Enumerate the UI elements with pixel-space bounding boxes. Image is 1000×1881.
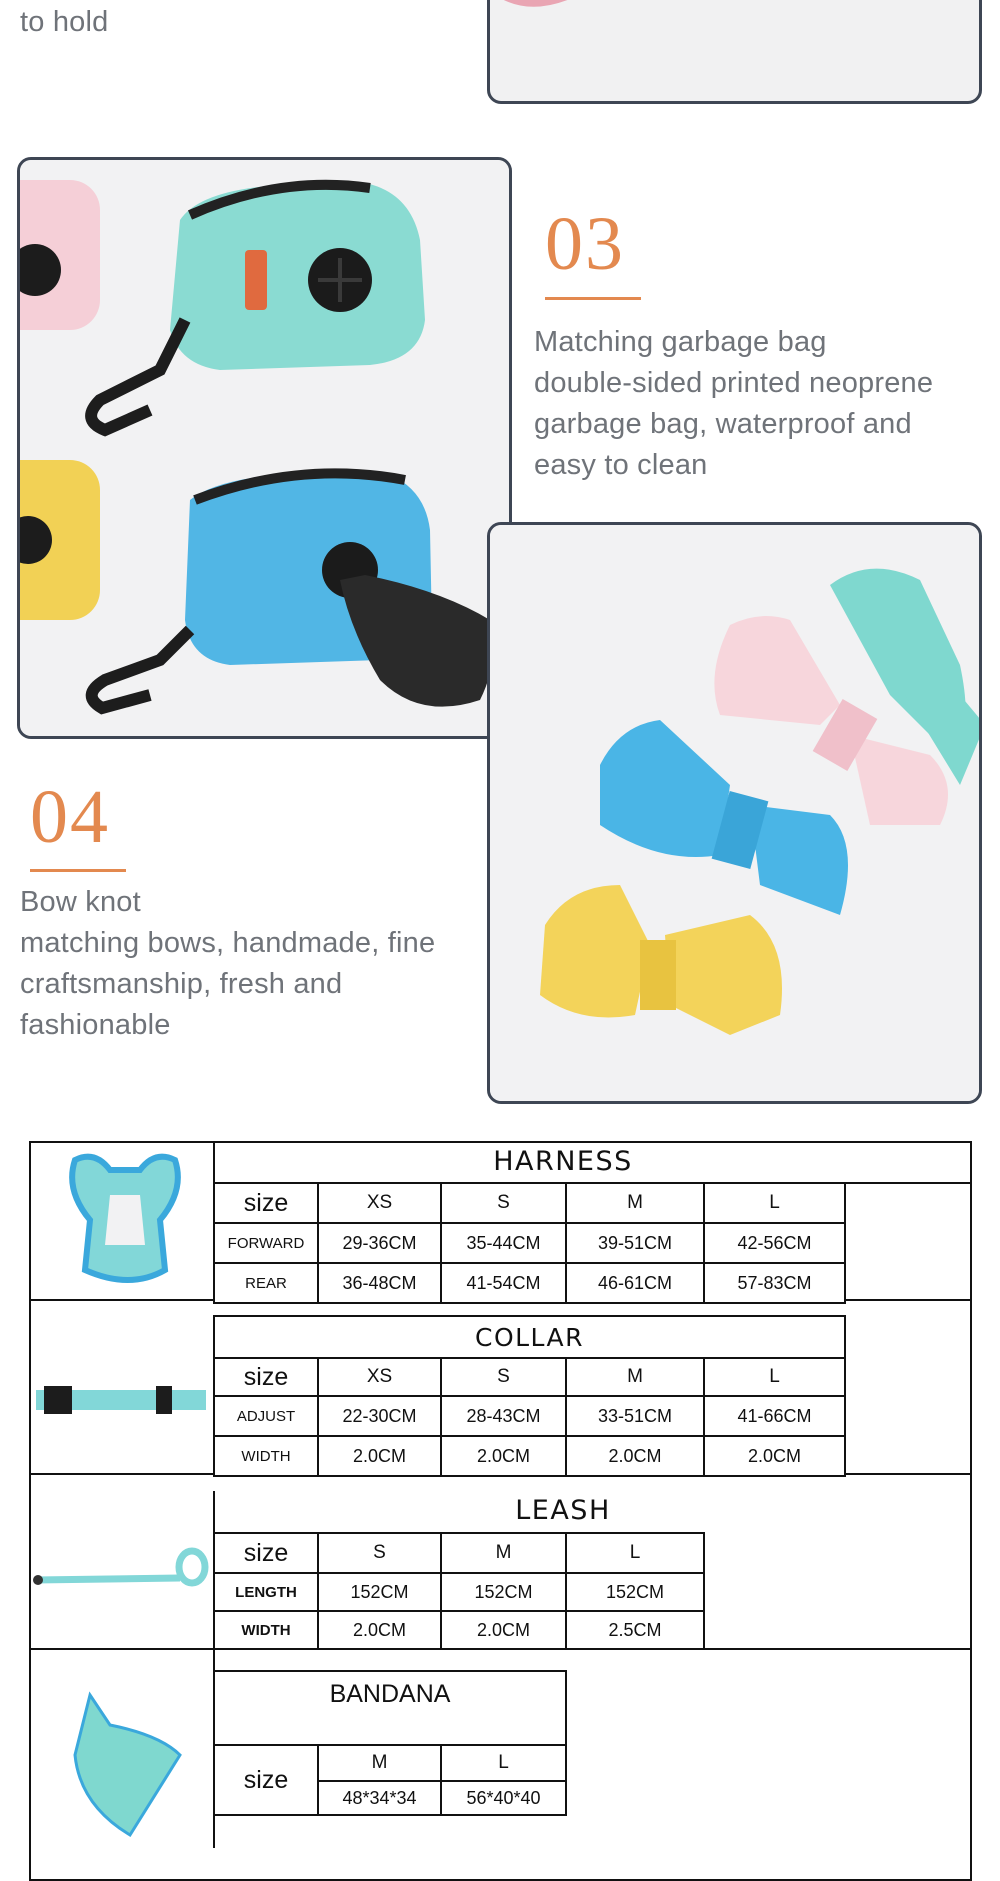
leash-header-l: L <box>566 1533 704 1573</box>
leash-table <box>213 1532 705 1650</box>
leash-header-s: S <box>318 1533 441 1573</box>
collar-header-m: M <box>566 1358 704 1396</box>
bandana-size-label: size <box>214 1745 318 1815</box>
feature-04-line: fashionable <box>20 1009 171 1041</box>
feature-03-line: garbage bag, waterproof and <box>534 408 912 440</box>
table-row <box>214 1745 566 1781</box>
leash-cell: 2.0CM <box>318 1611 441 1649</box>
harness-cell: 57-83CM <box>704 1263 845 1303</box>
collar-cell: 33-51CM <box>566 1396 704 1436</box>
feature-03-description <box>534 322 994 486</box>
collar-cell: 28-43CM <box>441 1396 566 1436</box>
harness-title-box <box>213 1141 972 1184</box>
harness-cell: 46-61CM <box>566 1263 704 1303</box>
bandana-header-l: L <box>441 1745 566 1781</box>
collar-header-s: S <box>441 1358 566 1396</box>
feature-04-description <box>20 882 490 1046</box>
bandana-title: BANDANA <box>214 1671 566 1745</box>
collar-header-size: size <box>214 1358 318 1396</box>
leash-cell: 2.0CM <box>441 1611 566 1649</box>
leash-cell: 152CM <box>566 1573 704 1611</box>
collar-cell: 2.0CM <box>704 1436 845 1476</box>
harness-cell: 39-51CM <box>566 1223 704 1263</box>
harness-thumbnail <box>50 1150 200 1293</box>
bow-knot-photo-frame <box>487 522 982 1104</box>
table-row <box>214 1533 704 1573</box>
feature-04-line: matching bows, handmade, fine <box>20 927 436 959</box>
collar-cell: 2.0CM <box>318 1436 441 1476</box>
harness-header-s: S <box>441 1183 566 1223</box>
table-row <box>214 1358 845 1396</box>
feature-03-number: 03 <box>545 202 625 286</box>
bandana-thumbnail <box>70 1685 190 1845</box>
collar-header-l: L <box>704 1358 845 1396</box>
table-row <box>214 1183 845 1223</box>
harness-header-size: size <box>214 1183 318 1223</box>
feature-03-line: double-sided printed neoprene <box>534 367 934 399</box>
size-chart-divider <box>213 1315 215 1474</box>
table-row <box>214 1671 566 1745</box>
collar-row-label: ADJUST <box>214 1396 318 1436</box>
leash-row-label: LENGTH <box>214 1573 318 1611</box>
collar-row-label: WIDTH <box>214 1436 318 1476</box>
collar-cell: 2.0CM <box>566 1436 704 1476</box>
harness-cell: 35-44CM <box>441 1223 566 1263</box>
harness-cell: 36-48CM <box>318 1263 441 1303</box>
leash-cell: 152CM <box>318 1573 441 1611</box>
size-chart-divider <box>213 1648 215 1848</box>
harness-cell: 41-54CM <box>441 1263 566 1303</box>
bandana-cell: 48*34*34 <box>318 1781 441 1815</box>
leash-title-box <box>213 1491 972 1533</box>
bow-knot-image <box>490 525 982 1104</box>
poop-bag-photo-frame <box>17 157 512 739</box>
intro-tail-text: to hold <box>20 6 109 38</box>
feature-03-line: Matching garbage bag <box>534 326 827 358</box>
table-row <box>214 1263 845 1303</box>
table-row <box>214 1396 845 1436</box>
leash-cell: 152CM <box>441 1573 566 1611</box>
table-row <box>214 1316 845 1358</box>
feature-03-line: easy to clean <box>534 449 708 481</box>
harness-table <box>213 1182 846 1304</box>
collar-cell: 41-66CM <box>704 1396 845 1436</box>
leash-header-m: M <box>441 1533 566 1573</box>
leash-header-size: size <box>214 1533 318 1573</box>
harness-row-label: REAR <box>214 1263 318 1303</box>
collar-table <box>213 1315 846 1477</box>
leash-thumbnail <box>30 1545 210 1595</box>
harness-header-l: L <box>704 1183 845 1223</box>
harness-row-label: FORWARD <box>214 1223 318 1263</box>
table-row <box>214 1611 704 1649</box>
feature-04-line: Bow knot <box>20 886 141 918</box>
feature-04-line: craftsmanship, fresh and <box>20 968 343 1000</box>
harness-cell: 42-56CM <box>704 1223 845 1263</box>
leash-cell: 2.5CM <box>566 1611 704 1649</box>
collar-header-xs: XS <box>318 1358 441 1396</box>
leash-row-label: WIDTH <box>214 1611 318 1649</box>
feature-03-underline <box>545 297 641 300</box>
harness-title: HARNESS <box>493 1146 633 1177</box>
poop-bag-image <box>20 160 512 739</box>
bandana-header-m: M <box>318 1745 441 1781</box>
bandana-table <box>213 1670 567 1816</box>
harness-photo-frame <box>487 0 982 104</box>
table-row <box>214 1223 845 1263</box>
table-row <box>214 1573 704 1611</box>
harness-strap-image <box>490 0 982 104</box>
feature-04-underline <box>30 869 126 872</box>
harness-cell: 29-36CM <box>318 1223 441 1263</box>
collar-thumbnail <box>36 1380 206 1420</box>
collar-cell: 22-30CM <box>318 1396 441 1436</box>
table-row <box>214 1436 845 1476</box>
harness-header-m: M <box>566 1183 704 1223</box>
bandana-cell: 56*40*40 <box>441 1781 566 1815</box>
harness-header-xs: XS <box>318 1183 441 1223</box>
collar-cell: 2.0CM <box>441 1436 566 1476</box>
feature-04-number: 04 <box>30 775 110 859</box>
leash-title: LEASH <box>515 1495 611 1526</box>
collar-title: COLLAR <box>214 1316 845 1358</box>
